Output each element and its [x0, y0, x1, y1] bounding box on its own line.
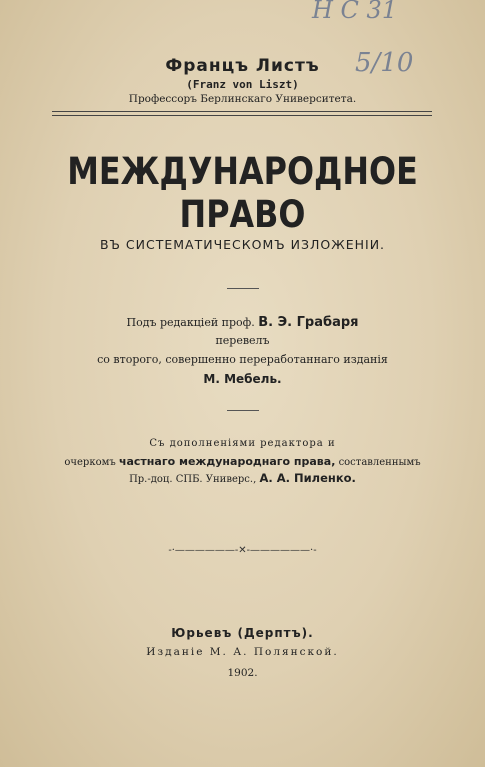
- additions-line-1: Съ дополненіями редактора и: [149, 438, 336, 449]
- additions-line-3-prefix: Пр.-доц. СПБ. Универс.,: [129, 474, 257, 485]
- imprint-city: Юрьевъ (Дерптъ).: [171, 626, 314, 640]
- catalog-mark-shelf: 5/10: [355, 48, 414, 78]
- additions-line-2: [0, 455, 485, 468]
- ornament-divider: -·——————-✕-——————·-: [168, 545, 317, 556]
- translated-by: перевелъ: [215, 334, 270, 347]
- catalog-mark-top: Н С 31: [312, 0, 398, 24]
- additions-line-2-prefix: очеркомъ: [64, 457, 116, 468]
- editor-prefix: Подъ редакціей проф.: [126, 316, 255, 329]
- double-rule: [52, 111, 432, 116]
- additions-line-3-bold: А. А. Пиленко.: [259, 471, 356, 485]
- additions-line-3: [0, 471, 485, 485]
- author-role: Профессоръ Берлинскаго Университета.: [128, 93, 357, 105]
- editor-line: [0, 315, 485, 330]
- book-title: МЕЖДУНАРОДНОЕ ПРАВО: [67, 150, 418, 236]
- book-subtitle: ВЪ СИСТЕМАТИЧЕСКОМЪ ИЗЛОЖЕНІИ.: [99, 237, 386, 252]
- editor-name: В. Э. Грабаря: [258, 315, 359, 330]
- imprint-publisher: Изданіе М. А. Полянской.: [146, 646, 339, 658]
- imprint-year: 1902.: [227, 667, 258, 679]
- translator-name: М. Мебель.: [203, 372, 282, 386]
- author-name: Францъ Листъ: [165, 56, 320, 76]
- short-rule-2: [227, 410, 259, 411]
- additions-line-2-suffix: составленнымъ: [338, 457, 421, 468]
- author-latin-name: (Franz von Liszt): [186, 78, 299, 91]
- short-rule-1: [227, 288, 259, 289]
- additions-line-2-bold: частнаго международнаго права,: [118, 455, 336, 468]
- from-edition: со второго, совершенно переработаннаго изданія: [97, 353, 388, 366]
